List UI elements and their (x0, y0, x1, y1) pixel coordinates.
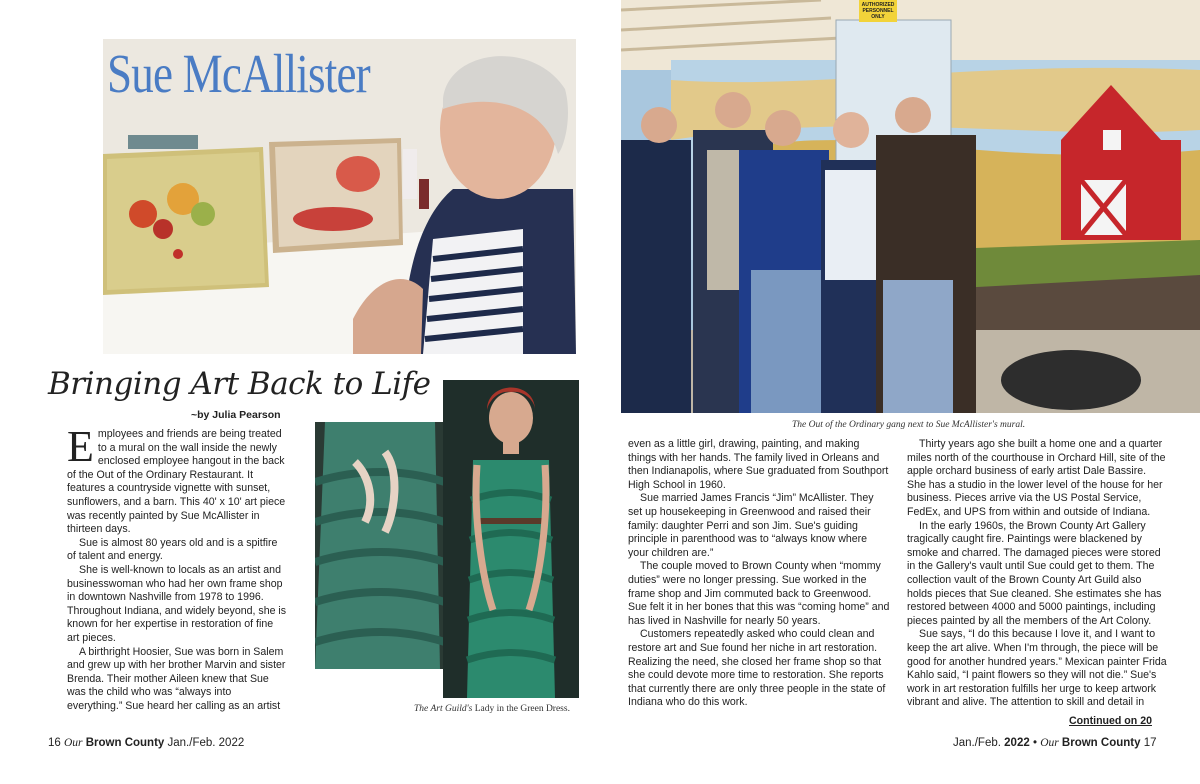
mural-group-photo (621, 0, 1200, 413)
mural-illustration (621, 0, 1200, 413)
byline: ~by Julia Pearson (191, 409, 281, 421)
green-dress-detail-photo (315, 422, 445, 669)
mural-sign: AUTHORIZED PERSONNEL ONLY (861, 2, 895, 20)
dress-detail-illustration (315, 422, 445, 669)
column-1 (67, 422, 287, 713)
footer-our: Our (1040, 737, 1059, 749)
footer-bullet: • (1032, 737, 1037, 749)
paragraph: Sue says, “I do this because I love it, and I want to keep the art alive. When I'm through, the piece will be good for another hundred years.” Mexican painter Frida Kahlo said, “I paint flowers so they will not die.” Sue's work in art restoration fulfills her urge to keep artwork vibrant and alive. The attention to skill and detail in (907, 628, 1167, 709)
paragraph: Sue married James Francis “Jim” McAllister. They set up housekeeping in Greenwood and raised their family: daughter Perri and son Jim. Sue's guiding principle in parenthood was to “always know where your children are.” (628, 492, 874, 559)
footer-year: 2022 (1004, 737, 1030, 749)
paragraph: even as a little girl, drawing, painting, and making things with her hands. The family lived in Orleans and then Indianapolis, where Sue graduated from Southport High School in 1960. (628, 438, 889, 491)
footer-our: Our (64, 737, 83, 749)
footer-magazine: Brown County (85, 737, 165, 749)
paragraph: A birthright Hoosier, Sue was born in Salem and grew up with her brother Marvin and sister Brenda. Their mother Aileen knew that Sue was the child who was “always into everything.” Sue heard her calling as an artist (67, 645, 286, 712)
mural-caption: The Out of the Ordinary gang next to Sue McAllister's mural. (792, 420, 1026, 430)
drop-cap: E (67, 422, 94, 471)
paragraph: Customers repeatedly asked who could clean and restore art and Sue found her niche in art restoration. Realizing the need, she closed her frame shop so that she could devote more time to restoration. She reports that currently there are only three people in the state of Indiana who do this work. (628, 628, 886, 709)
lady-in-green-dress-photo (443, 380, 579, 698)
paragraph: In the early 1960s, the Brown County Art Gallery tragically caught fire. Paintings were blackened by smoke and charred. The damaged pieces were stored in the Gallery's vault until Sue could get to them. The collection vault of the Brown County Art Guild also holds pieces that Sue cleaned. She estimates she has restored between 4000 and 5000 paintings, including pieces painted by all the members of the Art Colony. (907, 519, 1162, 627)
paragraph: mployees and friends are being treated to a mural on the wall inside the newly enclosed employee hangout in the back of the Out of the Ordinary Restaurant. It features a countryside vignette with sunset, sunflowers, and a barn. This 40' x 10' art piece was recently painted by Sue McAllister in thirteen days. (67, 428, 286, 536)
lady-illustration (443, 380, 579, 698)
footer-issue: Jan./Feb. 2022 (167, 737, 245, 749)
paragraph: Sue is almost 80 years old and is a spitfire of talent and energy. (67, 536, 278, 563)
column-2 (628, 438, 890, 710)
sue-portrait-photo (103, 39, 576, 354)
photo-title: Sue McAllister (107, 43, 370, 104)
footer-issue: Jan./Feb. (953, 737, 1001, 749)
headline: Bringing Art Back to Life (48, 366, 431, 402)
caption-title: Lady in the Green Dress. (472, 704, 570, 714)
paragraph: She is well-known to locals as an artist and businesswoman who had her own frame shop in downtown Nashville from 1978 to 1996. Throughout Indiana, and widely beyond, she is known for her expertise in restoration of fine art pieces. (67, 563, 287, 644)
dress-caption (414, 704, 570, 714)
left-footer (48, 737, 244, 749)
caption-prefix: The Art Guild's (414, 704, 473, 714)
page-number: 17 (1143, 737, 1157, 749)
right-footer (953, 737, 1157, 749)
continued-link[interactable]: Continued on 20 (1069, 715, 1152, 727)
paragraph: Thirty years ago she built a home one and a quarter miles north of the courthouse in Orchard Hill, site of the apple orchard business of early artist Dale Bassire. She has a studio in the lower level of the house for her business. Pieces arrive via the US Postal Service, FedEx, and UPS from within and outside of Indiana. (907, 438, 1166, 518)
footer-magazine: Brown County (1061, 737, 1141, 749)
paragraph: The couple moved to Brown County when “mommy duties” were no longer pressing. Sue worked in the frame shop and Jim commuted back to Greenwood. Sue felt it in her bones that this was “coming home” and has lived in Nashville for nearly 50 years. (628, 560, 890, 627)
page-number: 16 (48, 737, 61, 749)
column-3 (907, 438, 1167, 710)
